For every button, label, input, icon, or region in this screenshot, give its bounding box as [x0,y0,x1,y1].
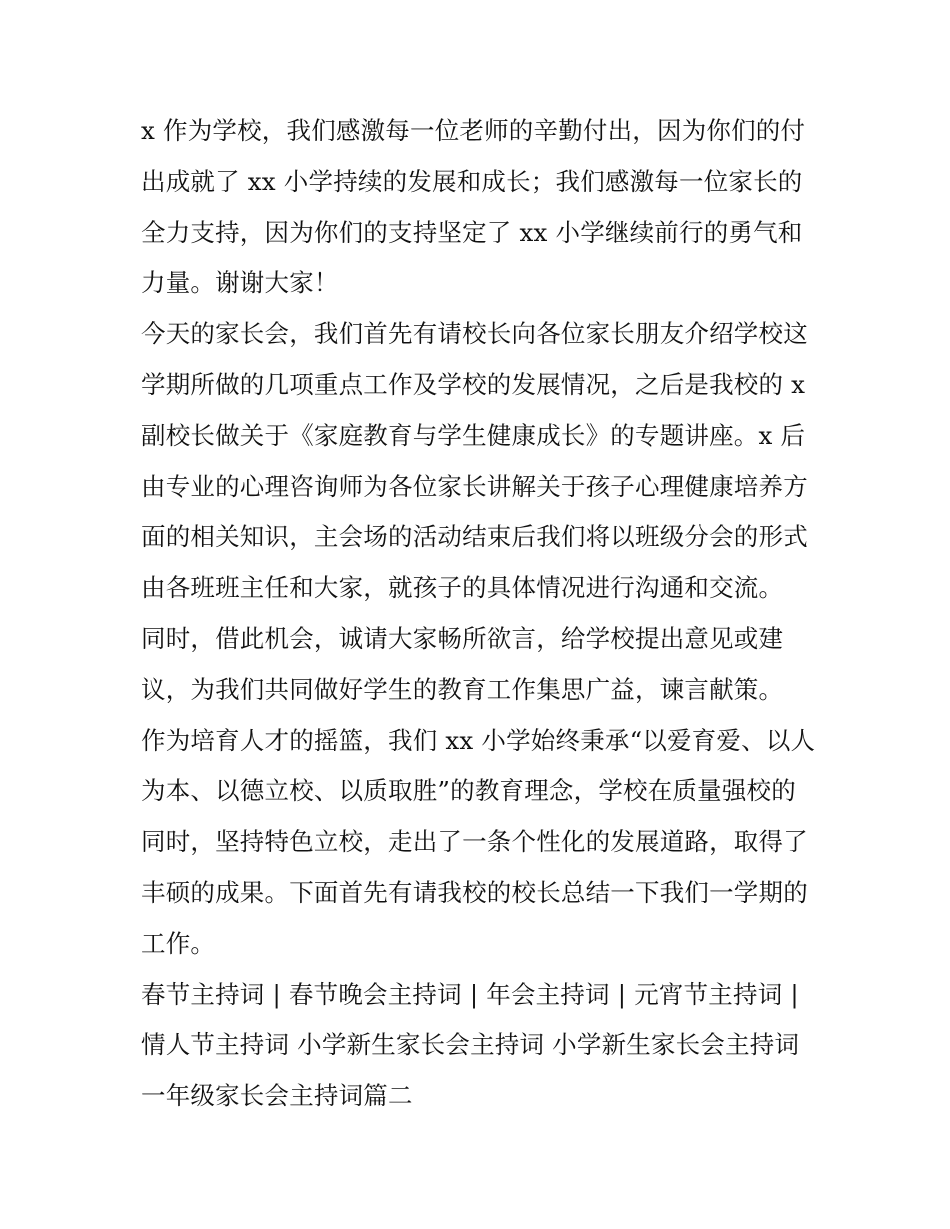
text-line: 学期所做的几项重点工作及学校的发展情况，之后是我校的 x [141,369,806,399]
text-line: 为本、以德立校、以质取胜”的教育理念，学校在质量强校的 [141,776,796,806]
text-line: 作为培育人才的摇篮，我们 xx 小学始终秉承“以爱育爱、以人 [141,725,816,755]
paragraph-agenda [141,309,821,614]
text-line: 出成就了 xx 小学持续的发展和成长；我们感激每一位家长的 [141,166,803,196]
paragraph-thanks [141,106,821,309]
section-heading: 一年级家长会主持词篇二 [141,1081,413,1111]
text-line: 今天的家长会，我们首先有请校长向各位家长朋友介绍学校这 [141,319,808,349]
document-body [141,106,821,1122]
text-line: 力量。谢谢大家！ [141,268,339,298]
paragraph-school-philosophy [141,716,821,970]
text-line: 同时，坚持特色立校，走出了一条个性化的发展道路，取得了 [141,827,808,857]
paragraph-suggestions [141,614,821,716]
text-line: 面的相关知识，主会场的活动结束后我们将以班级分会的形式 [141,522,808,552]
text-line: 议，为我们共同做好学生的教育工作集思广益，谏言献策。 [141,674,784,704]
paragraph-related-links [141,970,821,1122]
text-line: 副校长做关于《家庭教育与学生健康成长》的专题讲座。x 后 [141,420,806,450]
text-line: x 作为学校，我们感激每一位老师的辛勤付出，因为你们的付 [141,116,806,145]
text-line: 工作。 [141,928,216,958]
text-line: 全力支持，因为你们的支持坚定了 xx 小学继续前行的勇气和 [141,217,803,247]
text-line: 由专业的心理咨询师为各位家长讲解关于孩子心理健康培养方 [141,471,808,501]
text-line: 情人节主持词 小学新生家长会主持词 小学新生家长会主持词 [141,1030,800,1060]
text-line: 丰硕的成果。下面首先有请我校的校长总结一下我们一学期的 [141,877,808,907]
text-line: 春节主持词 | 春节晚会主持词 | 年会主持词 | 元宵节主持词 | [141,979,799,1009]
text-line: 同时，借此机会，诚请大家畅所欲言，给学校提出意见或建 [141,623,784,653]
text-line: 由各班班主任和大家，就孩子的具体情况进行沟通和交流。 [141,573,784,603]
